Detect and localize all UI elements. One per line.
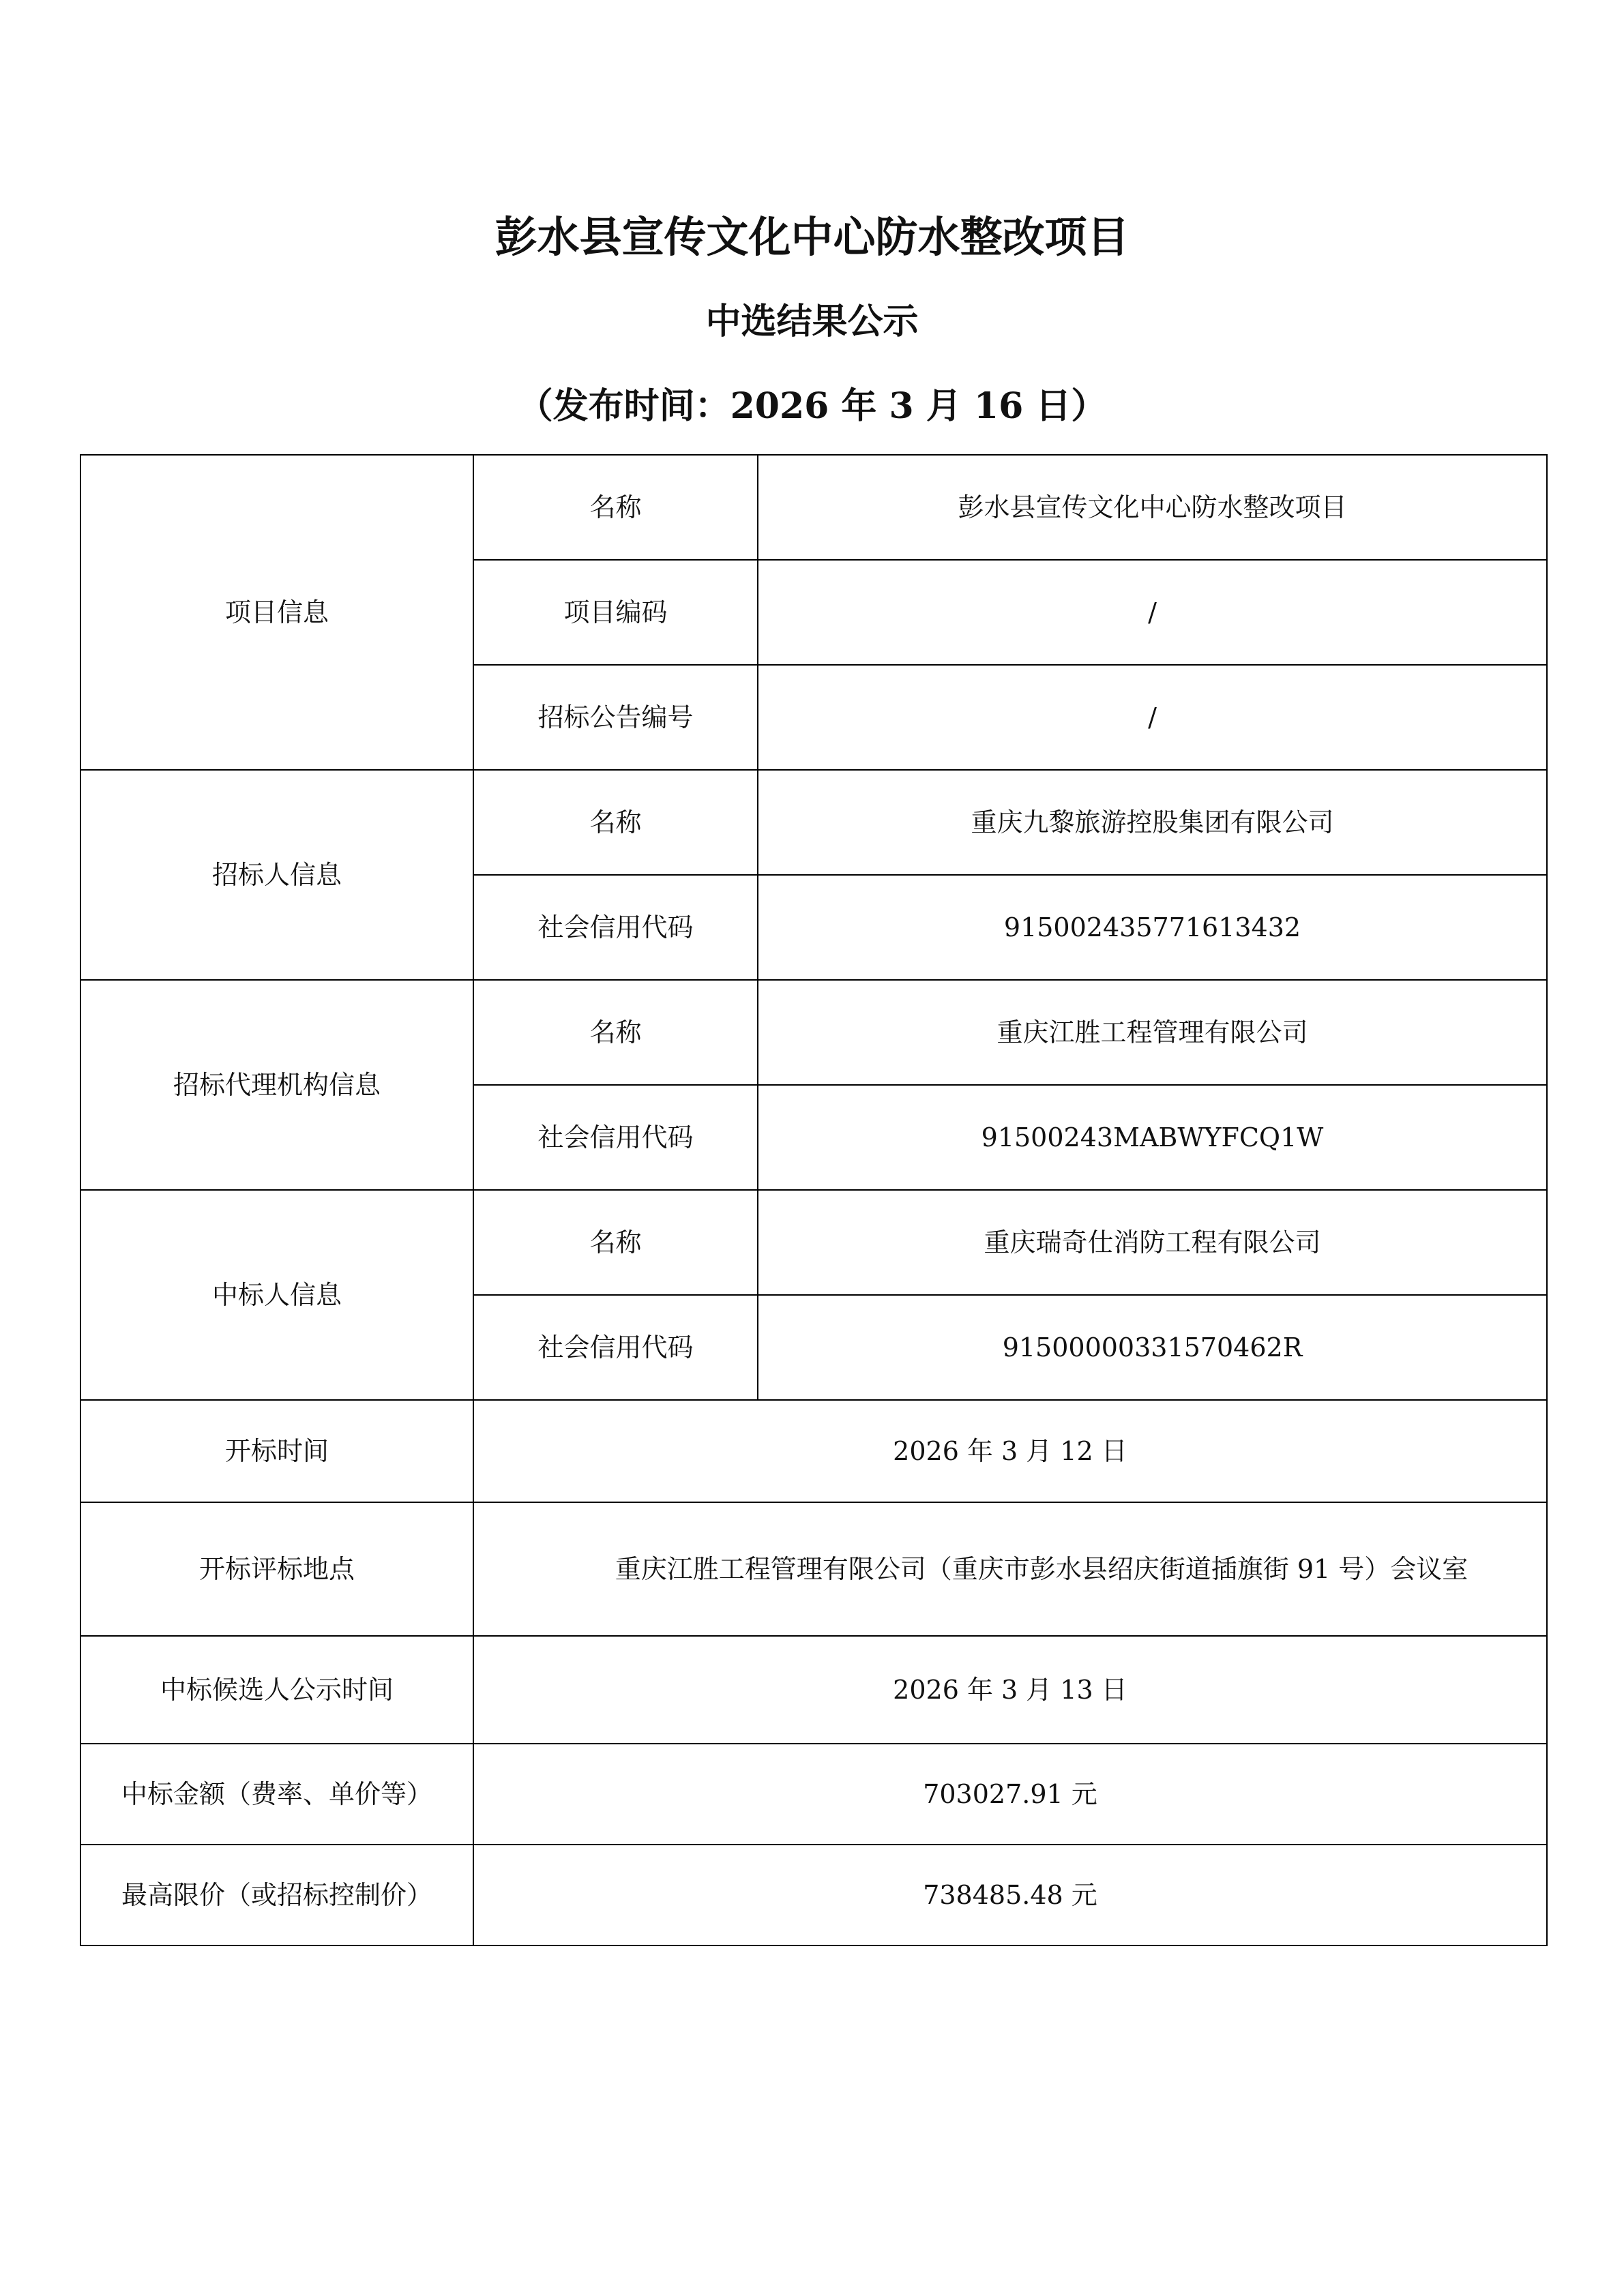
project-info-group-label: 项目信息 xyxy=(80,455,473,770)
max-price-label: 最高限价（或招标控制价） xyxy=(80,1845,473,1945)
agency-credit-code-label: 社会信用代码 xyxy=(473,1085,758,1190)
bid-opening-time-value: 2026 年 3 月 12 日 xyxy=(473,1400,1547,1502)
bid-amount-label: 中标金额（费率、单价等） xyxy=(80,1744,473,1845)
announcement-number-label: 招标公告编号 xyxy=(473,665,758,770)
candidate-publicity-time-label: 中标候选人公示时间 xyxy=(80,1636,473,1744)
winner-info-group-label: 中标人信息 xyxy=(80,1190,473,1400)
page-subtitle: 中选结果公示 xyxy=(705,301,919,342)
table-row xyxy=(80,1400,1547,1502)
table-row xyxy=(80,1502,1547,1636)
tenderer-credit-code-value: 915002435771613432 xyxy=(758,875,1547,980)
table-row xyxy=(80,1845,1547,1945)
winner-name-value: 重庆瑞奇仕消防工程有限公司 xyxy=(758,1190,1547,1295)
bid-location-label: 开标评标地点 xyxy=(80,1502,473,1636)
bid-location-cell xyxy=(473,1502,1547,1636)
table-row xyxy=(80,980,1547,1085)
table-row xyxy=(80,770,1547,875)
project-code-label: 项目编码 xyxy=(473,560,758,665)
table-row xyxy=(80,1744,1547,1845)
agency-name-label: 名称 xyxy=(473,980,758,1085)
winner-credit-code-label: 社会信用代码 xyxy=(473,1295,758,1400)
agency-info-group-label: 招标代理机构信息 xyxy=(80,980,473,1190)
table-row xyxy=(80,1636,1547,1744)
announcement-number-value: / xyxy=(758,665,1547,770)
tenderer-info-group-label: 招标人信息 xyxy=(80,770,473,980)
winner-credit-code-value: 91500000331570462R xyxy=(758,1295,1547,1400)
bid-location-value: 重庆江胜工程管理有限公司（重庆市彭水县绍庆街道插旗街 91 号）会议室 xyxy=(615,1554,1468,1584)
tenderer-name-label: 名称 xyxy=(473,770,758,875)
table-row xyxy=(80,455,1547,560)
candidate-publicity-time-value: 2026 年 3 月 13 日 xyxy=(473,1636,1547,1744)
agency-credit-code-value: 91500243MABWYFCQ1W xyxy=(758,1085,1547,1190)
bid-opening-time-label: 开标时间 xyxy=(80,1400,473,1502)
max-price-value: 738485.48 元 xyxy=(473,1845,1547,1945)
project-code-value: / xyxy=(758,560,1547,665)
agency-name-value: 重庆江胜工程管理有限公司 xyxy=(758,980,1547,1085)
table-row xyxy=(80,1190,1547,1295)
winner-name-label: 名称 xyxy=(473,1190,758,1295)
page-title: 彭水县宣传文化中心防水整改项目 xyxy=(494,212,1130,262)
tenderer-credit-code-label: 社会信用代码 xyxy=(473,875,758,980)
publish-date: （发布时间：2026 年 3 月 16 日） xyxy=(517,385,1107,427)
result-table xyxy=(80,454,1548,1946)
tenderer-name-value: 重庆九黎旅游控股集团有限公司 xyxy=(758,770,1547,875)
project-name-label: 名称 xyxy=(473,455,758,560)
project-name-value: 彭水县宣传文化中心防水整改项目 xyxy=(758,455,1547,560)
bid-amount-value: 703027.91 元 xyxy=(473,1744,1547,1845)
